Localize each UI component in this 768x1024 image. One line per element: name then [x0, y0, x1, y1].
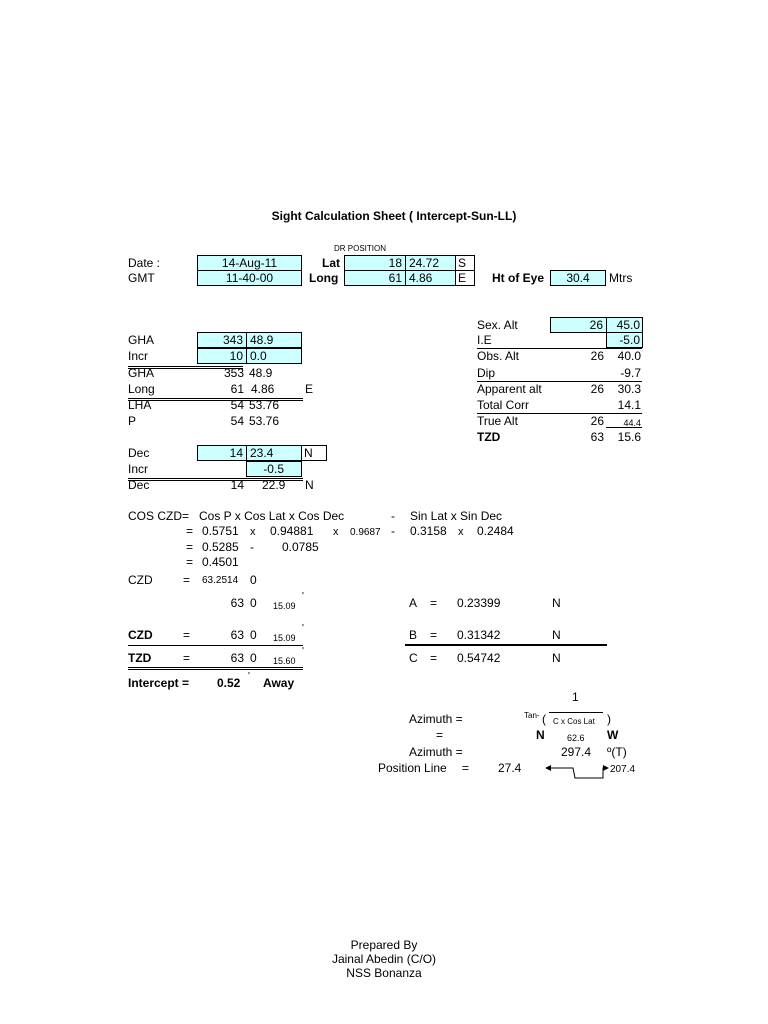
ht-of-eye-unit: Mtrs: [609, 271, 633, 285]
formula-r1-e: 0.2484: [477, 524, 514, 538]
gha-deg-field[interactable]: [197, 332, 247, 348]
app-alt-min: 30.3: [617, 382, 641, 396]
czd-row3-tick: ': [302, 623, 304, 634]
long-row-deg: 61: [230, 382, 244, 396]
obs-alt-label: Obs. Alt: [477, 349, 520, 363]
sex-alt-deg: 26: [589, 318, 603, 332]
intercept-direction: Away: [263, 676, 295, 690]
dec-total-hem: N: [305, 478, 314, 492]
incr-min: 0.0: [250, 349, 267, 363]
long-deg: 61: [388, 271, 402, 285]
app-alt-deg: 26: [590, 382, 604, 396]
sex-alt-min: 45.0: [616, 318, 640, 332]
c-eq: =: [430, 651, 438, 665]
intercept-tick: ': [248, 671, 250, 682]
long-min: 4.86: [409, 271, 433, 285]
azimuth-one: 1: [572, 690, 579, 704]
lat-hem-field[interactable]: [455, 255, 475, 271]
czd-label-b: CZD: [128, 628, 153, 642]
dip-label: Dip: [477, 366, 496, 380]
long-min-field[interactable]: [405, 270, 456, 286]
gha-min: 48.9: [250, 333, 274, 347]
b-label: B: [409, 628, 418, 642]
azimuth-label: Azimuth =: [409, 712, 463, 726]
app-alt-label: Apparent alt: [477, 382, 542, 396]
azimuth-true-value: 297.4: [561, 745, 592, 759]
azimuth-angle: 62.6: [567, 733, 585, 743]
tzd-calc-tick: ': [302, 646, 304, 657]
lat-min-field[interactable]: [405, 255, 456, 271]
tzd-label: TZD: [477, 430, 501, 444]
long-row-hem: E: [305, 382, 314, 396]
dec-label: Dec: [128, 446, 150, 460]
incr-min-field[interactable]: [246, 348, 302, 364]
incr-deg: 10: [229, 349, 243, 363]
azimuth-label-2: Azimuth =: [409, 745, 463, 759]
total-corr-min: 14.1: [617, 398, 641, 412]
czd-eq-b: =: [183, 628, 191, 642]
azimuth-quadrant-n: N: [536, 728, 545, 742]
gha-total-label: GHA: [128, 366, 155, 380]
czd-zero: 0: [250, 573, 257, 587]
a-label: A: [409, 596, 418, 610]
b-eq: =: [430, 628, 438, 642]
ie-min: -5.0: [619, 333, 640, 347]
dec-deg-field[interactable]: [197, 445, 247, 461]
ht-of-eye-label: Ht of Eye: [492, 271, 545, 285]
dec-hem: N: [304, 446, 313, 460]
azimuth-eq: =: [436, 728, 444, 742]
a-value: 0.23399: [457, 596, 501, 610]
position-line-label: Position Line: [378, 761, 447, 775]
sex-alt-min-field[interactable]: [606, 317, 643, 333]
gmt-field[interactable]: [197, 270, 302, 286]
lat-hem: S: [458, 256, 467, 270]
true-alt-label: True Alt: [477, 414, 518, 428]
ie-field[interactable]: [606, 332, 643, 348]
p-min: 53.76: [249, 414, 280, 428]
dec-min-field[interactable]: [246, 445, 302, 461]
formula-r2-b: 0.0785: [282, 540, 319, 554]
azimuth-fraction-bar: [549, 712, 603, 713]
ie-label: I.E: [477, 333, 492, 347]
tzd-calc-label: TZD: [128, 651, 152, 665]
long-label: Long: [309, 271, 339, 285]
abc-sum-line: [405, 644, 607, 646]
dec-total-deg: 14: [230, 478, 244, 492]
tzd-min: 15.6: [617, 430, 641, 444]
position-line-eq: =: [462, 761, 470, 775]
gha-label: GHA: [128, 333, 155, 347]
dec-min: 23.4: [250, 446, 274, 460]
a-eq: =: [430, 596, 438, 610]
formula-x-1: x: [250, 526, 256, 538]
tzd-calc-line-1: [128, 667, 303, 668]
p-label: P: [128, 414, 137, 428]
date-value: 14-Aug-11: [221, 256, 278, 270]
gha-min-field[interactable]: [246, 332, 302, 348]
position-line-arrow-icon: [545, 760, 609, 782]
formula-r1-minus: -: [391, 524, 395, 538]
azimuth-close: ): [607, 712, 611, 726]
azimuth-true-unit: º(T): [607, 745, 627, 759]
obs-alt-min: 40.0: [617, 349, 641, 363]
formula-r2-a: 0.5285: [202, 540, 239, 554]
czd-row2-min: 0: [250, 596, 257, 610]
b-dir: N: [552, 628, 561, 642]
dec-hem-field[interactable]: [301, 445, 327, 461]
incr-label: Incr: [128, 349, 149, 363]
dip-min: -9.7: [620, 366, 641, 380]
total-corr-label: Total Corr: [477, 398, 530, 412]
dec-total-min: 22.9: [262, 478, 286, 492]
formula-r1-c: 0.9687: [350, 527, 381, 538]
formula-term2: Sin Lat x Sin Dec: [410, 509, 503, 523]
azimuth-tan: Tan-: [524, 711, 540, 720]
ht-of-eye-value: 30.4: [566, 271, 590, 285]
tzd-calc-eq: =: [183, 651, 191, 665]
gha-deg: 343: [222, 333, 243, 347]
long-deg-field[interactable]: [344, 270, 406, 286]
c-label: C: [409, 651, 418, 665]
lat-min: 24.72: [409, 256, 440, 270]
formula-eq-3: =: [186, 555, 194, 569]
formula-r1-d: 0.3158: [410, 524, 447, 538]
true-alt-deg: 26: [590, 414, 604, 428]
incr-deg-field[interactable]: [197, 348, 247, 364]
czd-eq: =: [183, 573, 191, 587]
formula-lhs: COS CZD=: [128, 509, 190, 523]
czd-row2-tick: ': [302, 591, 304, 602]
true-alt-min: 44.4: [623, 418, 641, 428]
czd-sum-line: [128, 645, 303, 646]
tzd-calc-line-2: [128, 669, 303, 670]
lat-deg-field[interactable]: [344, 255, 406, 271]
obs-alt-deg: 26: [590, 349, 604, 363]
long-row-label: Long: [128, 382, 155, 396]
long-hem-field[interactable]: [455, 270, 475, 286]
sex-alt-label: Sex. Alt: [477, 318, 518, 332]
formula-eq-1: =: [186, 524, 194, 538]
long-row-min: 4.86: [251, 382, 275, 396]
czd-row3-deg: 63: [230, 628, 244, 642]
p-deg: 54: [230, 414, 244, 428]
position-line-b: 207.4: [610, 764, 636, 775]
lha-min: 53.76: [249, 398, 280, 412]
formula-r1-a: 0.5751: [202, 524, 239, 538]
b-value: 0.31342: [457, 628, 501, 642]
a-dir: N: [552, 596, 561, 610]
tzd-calc-deg: 63: [230, 651, 244, 665]
dec-incr-field[interactable]: [246, 461, 302, 477]
true-alt-underline: [606, 427, 642, 428]
czd-row3-min: 0: [250, 628, 257, 642]
formula-term1: Cos P x Cos Lat x Cos Dec: [199, 509, 345, 523]
tzd-calc-sec: 15.60: [273, 656, 296, 666]
footer-author: Jainal Abedin (C/O): [331, 952, 437, 966]
c-dir: N: [552, 651, 561, 665]
azimuth-quadrant-w: W: [607, 728, 619, 742]
dec-deg: 14: [229, 446, 243, 460]
dec-incr-label: Incr: [128, 462, 149, 476]
position-line-a: 27.4: [498, 761, 522, 775]
sex-alt-deg-field[interactable]: [550, 317, 607, 333]
lat-label: Lat: [322, 256, 340, 270]
czd-row2-deg: 63: [230, 596, 244, 610]
formula-x-3: x: [458, 526, 464, 538]
formula-minus: -: [391, 509, 395, 523]
page-title: Sight Calculation Sheet ( Intercept-Sun-LL): [271, 209, 517, 223]
lha-deg: 54: [230, 398, 244, 412]
gha-total-deg: 353: [223, 366, 244, 380]
lat-deg: 18: [388, 256, 402, 270]
intercept-label: Intercept =: [128, 676, 190, 690]
gmt-value: 11-40-00: [225, 271, 274, 285]
azimuth-denominator: C x Cos Lat: [553, 717, 595, 726]
dec-total-label: Dec: [128, 478, 150, 492]
formula-r2-minus: -: [250, 540, 254, 554]
formula-eq-2: =: [186, 540, 194, 554]
dec-incr-min: -0.5: [263, 462, 284, 476]
czd-row2-sec: 15.09: [273, 601, 296, 611]
gha-total-min: 48.9: [249, 366, 273, 380]
czd-label: CZD: [128, 573, 153, 587]
intercept-value: 0.52: [217, 676, 241, 690]
date-label: Date :: [128, 256, 161, 270]
lha-label: LHA: [128, 398, 152, 412]
footer-prepared-by: Prepared By: [350, 938, 418, 952]
c-value: 0.54742: [457, 651, 501, 665]
tzd-calc-min: 0: [250, 651, 257, 665]
tzd-deg: 63: [590, 430, 604, 444]
gmt-label: GMT: [128, 271, 155, 285]
dr-position-label: DR POSITION: [334, 244, 387, 253]
formula-r3-a: 0.4501: [202, 555, 239, 569]
formula-r1-b: 0.94881: [270, 524, 314, 538]
czd-row3-sec: 15.09: [273, 633, 296, 643]
date-field[interactable]: [197, 255, 302, 271]
ht-of-eye-field[interactable]: [550, 270, 606, 286]
formula-x-2: x: [333, 526, 339, 538]
footer-vessel: NSS Bonanza: [346, 966, 422, 980]
czd-decimal: 63.2514: [202, 575, 239, 586]
long-hem: E: [458, 271, 467, 285]
azimuth-open: (: [542, 712, 546, 726]
